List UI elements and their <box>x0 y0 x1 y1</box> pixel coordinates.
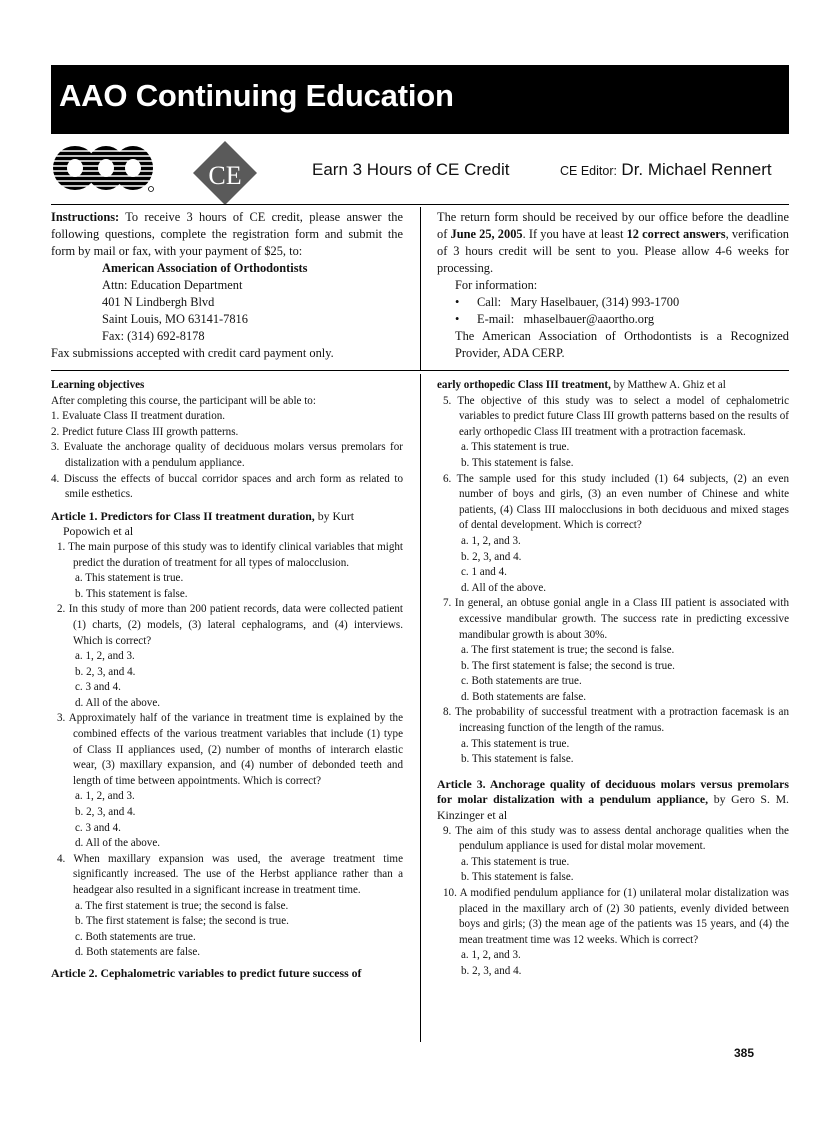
call-value: Mary Haselbauer, (314) 993-1700 <box>510 295 680 309</box>
earn-credit-heading: Earn 3 Hours of CE Credit <box>312 160 510 179</box>
question-10-option-a[interactable]: a. 1, 2, and 3. <box>461 949 521 962</box>
email-line: • E-mail: mhaselbauer@aaortho.org <box>455 312 655 326</box>
question-7-option-a[interactable]: a. The first statement is true; the second is false. <box>461 644 675 657</box>
top-column-divider <box>420 207 421 370</box>
question-8-option-b[interactable]: b. This statement is false. <box>461 753 574 766</box>
objectives-heading: Learning objectives <box>51 379 145 391</box>
question-1: 1. The main purpose of this study was to identify clinical variables that might predict the duration of treatment for all types of malocclusion. <box>57 540 403 569</box>
question-9-option-a[interactable]: a. This statement is true. <box>461 855 570 868</box>
recognition-text: The American Association of Orthodontists is a Recognized Provider, ADA CERP. <box>455 329 789 360</box>
call-line: • Call: Mary Haselbauer, (314) 993-1700 <box>455 295 680 309</box>
question-4-option-a[interactable]: a. The first statement is true; the second is false. <box>75 899 289 912</box>
question-7-option-d[interactable]: d. Both statements are false. <box>461 690 587 703</box>
article3-heading: Article 3. Anchorage quality of deciduous molars versus premolars for molar distalization with a pendulum appliance, by Gero S. M. Kinzinger et al <box>437 776 790 823</box>
bottom-column-divider <box>420 374 421 1042</box>
question-5-option-a[interactable]: a. This statement is true. <box>461 441 570 454</box>
question-6-option-c[interactable]: c. 1 and 4. <box>461 566 507 579</box>
question-1-option-b[interactable]: b. This statement is false. <box>75 587 188 600</box>
page-number: 385 <box>734 1046 755 1060</box>
question-2-option-c[interactable]: c. 3 and 4. <box>75 681 121 694</box>
objective-item: 1. Evaluate Class II treatment duration. <box>51 410 226 423</box>
article1-heading: Article 1. Predictors for Class II treatment duration, by Kurt Popowich et al <box>51 508 355 539</box>
question-3: 3. Approximately half of the variance in treatment time is explained by the combined effects of the various treatment variables that include (1) type of Class II appliances used, (2) number of months of interarch elastic wear, (3) maxillary expansion, and (4) number of debonded teeth and length of time between appointments. Which is correct? <box>57 712 403 787</box>
header-banner <box>51 65 789 134</box>
instructions-attn: Attn: Education Department <box>102 278 243 292</box>
question-3-option-c[interactable]: c. 3 and 4. <box>75 821 121 834</box>
questions-right-column <box>437 378 789 980</box>
section-rule <box>51 370 789 371</box>
question-3-option-b[interactable]: b. 2, 3, and 4. <box>75 806 136 819</box>
banner-title: AAO Continuing Education <box>59 78 454 113</box>
question-2-option-d[interactable]: d. All of the above. <box>75 696 161 709</box>
question-4-option-b[interactable]: b. The first statement is false; the second is true. <box>75 915 289 928</box>
instructions-org: American Association of Orthodontists <box>102 261 308 275</box>
question-3-option-a[interactable]: a. 1, 2, and 3. <box>75 790 135 803</box>
question-1-option-a[interactable]: a. This statement is true. <box>75 572 184 585</box>
questions-left-column <box>51 378 403 982</box>
question-6-option-d[interactable]: d. All of the above. <box>461 581 547 594</box>
question-8-option-a[interactable]: a. This statement is true. <box>461 737 570 750</box>
question-4: 4. When maxillary expansion was used, the average treatment time significantly increased. The use of the Herbst appliance rather than a headgear also resulted in a significant increase in treatment time. <box>57 852 403 896</box>
question-9: 9. The aim of this study was to assess dental anchorage qualities when the pendulum appliance is used for distal molar movement. <box>443 824 789 853</box>
objectives-intro: After completing this course, the participant will be able to: <box>51 394 316 407</box>
return-info-block <box>437 209 789 362</box>
question-2-option-a[interactable]: a. 1, 2, and 3. <box>75 650 135 663</box>
question-10-option-b[interactable]: b. 2, 3, and 4. <box>461 964 522 977</box>
question-5-option-b[interactable]: b. This statement is false. <box>461 456 574 469</box>
question-9-option-b[interactable]: b. This statement is false. <box>461 871 574 884</box>
question-4-option-c[interactable]: c. Both statements are true. <box>75 930 196 943</box>
instructions-lead: Instructions: <box>51 210 120 224</box>
instructions-block <box>51 209 403 362</box>
question-6: 6. The sample used for this study included (1) 64 subjects, (2) an even number of boys and girls, (3) an even number of Chinese and white patients, (4) Class III malocclusions in both deciduous and mixed stages of dental development. Which is correct? <box>443 472 789 532</box>
article2-heading-part2: early orthopedic Class III treatment, by Matthew A. Ghiz et al <box>437 379 726 391</box>
ce-logo-text: CE <box>208 161 242 190</box>
question-7-option-b[interactable]: b. The first statement is false; the second is true. <box>461 659 675 672</box>
aao-logo <box>51 143 157 193</box>
email-value: mhaselbauer@aaortho.org <box>523 312 655 326</box>
ce-logo <box>192 140 258 206</box>
objective-item: 2. Predict future Class III growth patterns. <box>51 425 239 438</box>
question-7: 7. In general, an obtuse gonial angle in a Class III patient is associated with excessive mandibular growth. The success rate in predicting excessive mandibular growth is about 30%. <box>443 597 789 641</box>
question-6-option-b[interactable]: b. 2, 3, and 4. <box>461 550 522 563</box>
instructions-city: Saint Louis, MO 63141-7816 <box>102 312 248 326</box>
question-5: 5. The objective of this study was to select a model of cephalometric variables to predict future Class III growth patterns based on the results of early orthopedic Class III treatment with a protraction facemask. <box>443 394 789 438</box>
return-text: The return form should be received by our office before the deadline of June 25, 2005. If you have at least 12 correct answers, verification of 3 hours credit will be sent to you. Please allow 4-6 weeks for processing. <box>437 210 790 275</box>
article2-heading-part1: Article 2. Cephalometric variables to predict future success of <box>51 965 362 980</box>
question-3-option-d[interactable]: d. All of the above. <box>75 837 161 850</box>
question-2: 2. In this study of more than 200 patient records, data were collected patient (1) charts, (2) models, (3) lateral cephalograms, and (4) interviews. Which is correct? <box>57 603 403 647</box>
objective-item: 3. Evaluate the anchorage quality of deciduous molars versus premolars for distalization with a pendulum appliance. <box>51 441 403 469</box>
instructions-text: Instructions: To receive 3 hours of CE credit, please answer the following questions, complete the registration form and submit the form by mail or fax, with your payment of $25, to: <box>51 210 403 258</box>
header-rule <box>51 204 789 205</box>
instructions-street: 401 N Lindbergh Blvd <box>102 295 215 309</box>
editor-name: Dr. Michael Rennert <box>621 160 772 179</box>
objective-item: 4. Discuss the effects of buccal corridor spaces and arch form as related to smile esthetics. <box>51 472 403 501</box>
instructions-fax: Fax: (314) 692-8178 <box>102 329 205 343</box>
info-label: For information: <box>455 278 538 292</box>
deadline-date: June 25, 2005 <box>450 227 523 241</box>
question-6-option-a[interactable]: a. 1, 2, and 3. <box>461 534 521 547</box>
correct-answers: 12 correct answers <box>626 227 726 241</box>
ce-editor <box>560 160 772 180</box>
question-4-option-d[interactable]: d. Both statements are false. <box>75 946 201 959</box>
question-2-option-b[interactable]: b. 2, 3, and 4. <box>75 665 136 678</box>
editor-label: CE Editor: <box>560 164 617 178</box>
instructions-note: Fax submissions accepted with credit card payment only. <box>51 346 334 360</box>
question-8: 8. The probability of successful treatment with a protraction facemask is an increasing function of the length of the ramus. <box>443 706 789 735</box>
question-10: 10. A modified pendulum appliance for (1) unilateral molar distalization was placed in the maxillary arch of (2) 30 patients, evenly divided between boys and girls; (3) the mean age of the patients was 15 years, and (4) the mean treatment time was 12 weeks. Which is correct? <box>443 887 789 946</box>
question-7-option-c[interactable]: c. Both statements are true. <box>461 675 582 688</box>
